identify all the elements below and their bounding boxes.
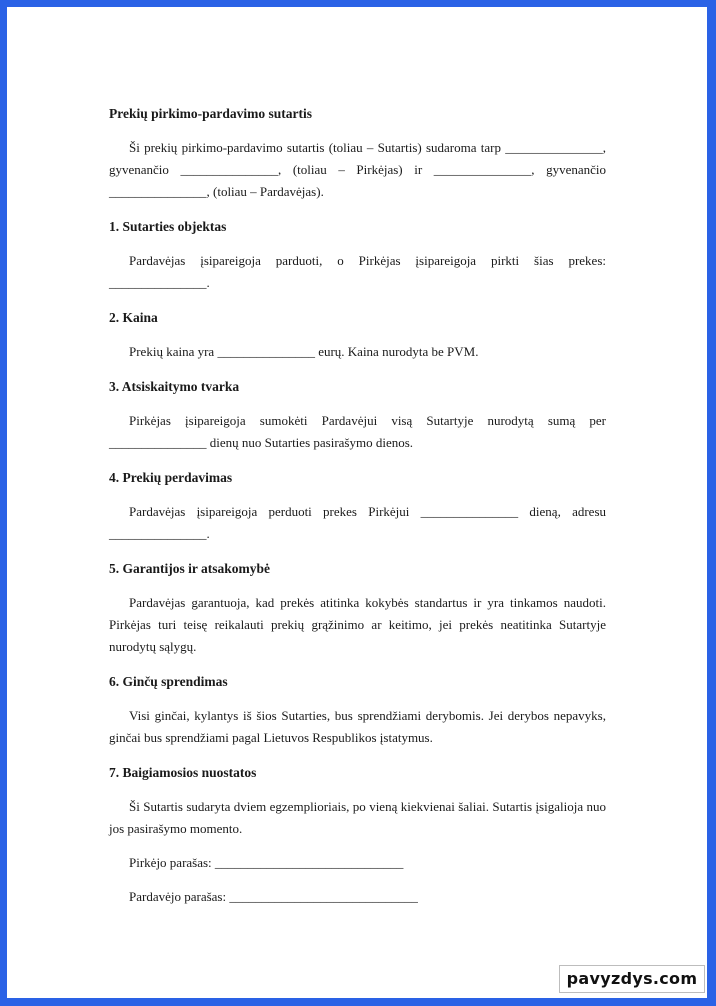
section-heading-final: 7. Baigiamosios nuostatos: [109, 765, 257, 780]
section-text-delivery: Pardavėjas įsipareigoja perduoti prekes Pirkėjui _______________ dieną, adresu _______________.: [109, 504, 606, 541]
document-title: Prekių pirkimo-pardavimo sutartis: [109, 106, 313, 121]
section-heading-delivery: 4. Prekių perdavimas: [109, 470, 233, 485]
buyer-signature-line: Pirkėjo parašas: _____________________________: [129, 855, 404, 870]
section-text-object: Pardavėjas įsipareigoja parduoti, o Pirkėjas įsipareigoja pirkti šias prekes: _______________.: [109, 253, 606, 290]
section-heading-price: 2. Kaina: [109, 310, 158, 325]
document-page: [7, 7, 707, 998]
section-heading-object: 1. Sutarties objektas: [109, 219, 227, 234]
intro-paragraph: Ši prekių pirkimo-pardavimo sutartis (toliau – Sutartis) sudaroma tarp _______________, gyvenančio _______________, (toliau – Pirkėjas) ir _______________, gyvenančio _______________, (toliau – Pardavėjas).: [109, 140, 606, 199]
section-text-disputes: Visi ginčai, kylantys iš šios Sutarties, bus sprendžiami derybomis. Jei derybos nepavyks, ginčai bus sprendžiami pagal Lietuvos Respublikos įstatymus.: [109, 708, 606, 745]
section-text-payment: Pirkėjas įsipareigoja sumokėti Pardavėjui visą Sutartyje nurodytą sumą per _______________ dienų nuo Sutarties pasirašymo dienos.: [109, 413, 606, 450]
document-body: [109, 103, 606, 908]
section-text-price: Prekių kaina yra _______________ eurų. Kaina nurodyta be PVM.: [129, 344, 479, 359]
section-text-final: Ši Sutartis sudaryta dviem egzemplioriais, po vieną kiekvienai šaliai. Sutartis įsigalioja nuo jos pasirašymo momento.: [109, 799, 606, 836]
section-heading-warranty: 5. Garantijos ir atsakomybė: [109, 561, 270, 576]
section-text-warranty: Pardavėjas garantuoja, kad prekės atitinka kokybės standartus ir yra tinkamos naudoti. Pirkėjas turi teisę reikalauti prekių grąžinimo ar keitimo, jei prekės neatitinka Sutartyje nurodytų sąlygų.: [109, 595, 606, 654]
watermark-label: pavyzdys.com: [559, 965, 705, 993]
seller-signature-line: Pardavėjo parašas: _____________________________: [129, 889, 418, 904]
section-heading-payment: 3. Atsiskaitymo tvarka: [109, 379, 240, 394]
section-heading-disputes: 6. Ginčų sprendimas: [109, 674, 228, 689]
